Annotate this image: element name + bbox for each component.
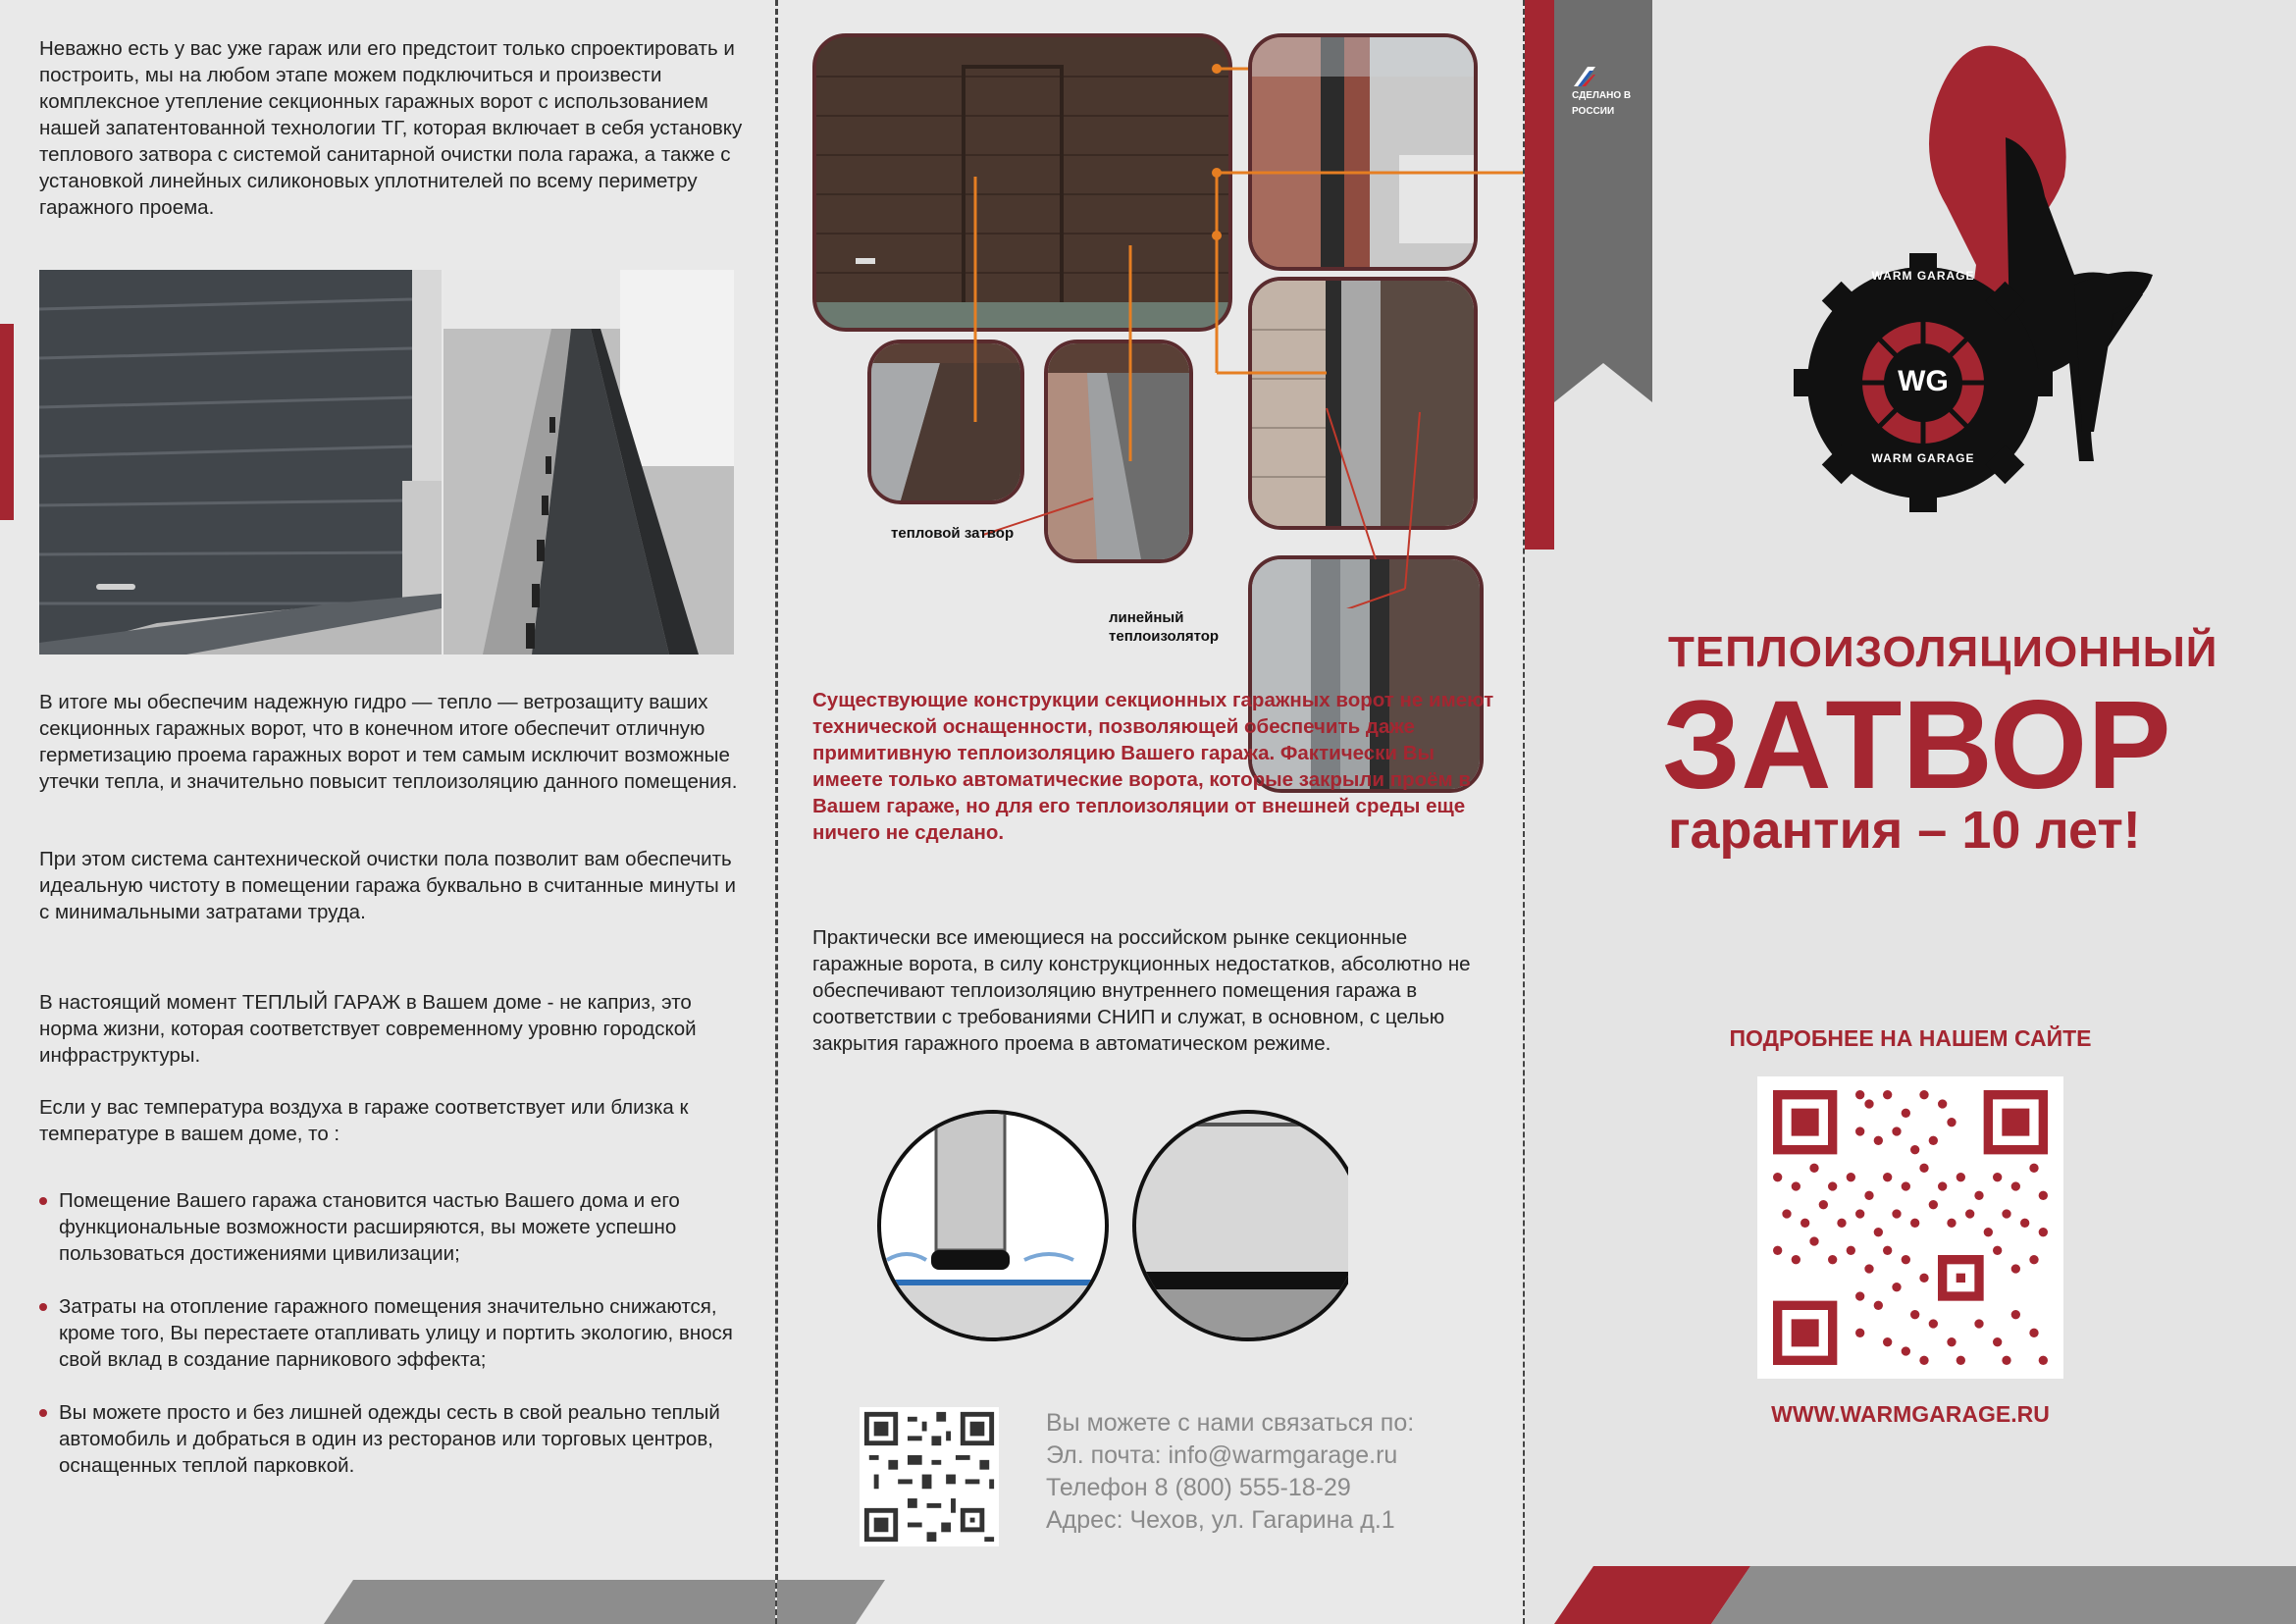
contact-phone[interactable]: Телефон 8 (800) 555-18-29 bbox=[1046, 1474, 1351, 1501]
contact-qr-code[interactable] bbox=[860, 1407, 999, 1546]
contacts-block bbox=[1046, 1407, 1414, 1537]
list-item: Помещение Вашего гаража становится частью Вашего дома и его функциональные возможности расширяются, вы можете успешно пользоваться достижениями цивилизации; bbox=[39, 1187, 746, 1267]
seal-diagram bbox=[877, 1103, 1348, 1348]
made-in-russia-badge bbox=[1572, 63, 1650, 120]
flag-icon bbox=[1572, 63, 1597, 88]
headline-big: ЗАТВОР bbox=[1662, 675, 2171, 815]
paragraph-market: Практически все имеющиеся на российском рынке секционные гаражные ворота, в силу конструкционных недостатков, абсолютно не обеспечивают теплоизоляцию внутреннего помещения гаража в соответствии с требованиями СНИП и служат, в основном, с целью закрытия гаражного проема в автоматическом режиме. bbox=[812, 926, 1471, 1055]
contacts-heading: Вы можете с нами связаться по: bbox=[1046, 1409, 1415, 1437]
list-item: Вы можете просто и без лишней одежды сесть в свой реально теплый автомобиль и добраться в один из ресторанов или торговых центров, оснащенных теплой парковкой. bbox=[39, 1399, 746, 1479]
headline-small: ТЕПЛОИЗОЛЯЦИОННЫЙ bbox=[1668, 628, 2218, 676]
left-panel bbox=[0, 0, 775, 1624]
right-panel bbox=[1525, 0, 2296, 1624]
more-on-site: ПОДРОБНЕЕ НА НАШЕМ САЙТЕ bbox=[1729, 1025, 2092, 1051]
list-item: Затраты на отопление гаражного помещения значительно снижаются, кроме того, Вы перестаете отапливать улицу и портить экологию, внося свой вклад в создание парникового эффекта; bbox=[39, 1293, 746, 1373]
intro-text: Неважно есть у вас уже гараж или его предстоит только спроектировать и построить, мы на любом этапе можем подключиться и произвести комплексное утепление секционных гаражных ворот с использованием нашей запатентованной технологии ТГ, которая включает в себя установку теплового затвора с системой санитарной очистки пола гаража, а также с установкой линейных силиконовых уплотнителей по всему периметру гаражного проема. bbox=[39, 37, 743, 219]
made-in-russia-text: СДЕЛАНО В РОССИИ bbox=[1572, 90, 1632, 117]
logo-ring-text-bottom: WARM GARAGE bbox=[1871, 451, 1975, 465]
paragraph-protection: В итоге мы обеспечим надежную гидро — тепло — ветрозащиту ваших секционных гаражных ворот, что в конечном итоге обеспечит отличную герметизацию проема гаражных ворот и тем самым исключит возможные утечки тепла, и значительно повысит теплоизоляцию данного помещения. bbox=[39, 691, 738, 793]
paragraph-temperature: Если у вас температура воздуха в гараже соответствует или близка к температуре в вашем доме, то : bbox=[39, 1096, 689, 1145]
middle-panel bbox=[777, 0, 1523, 1624]
photo-floor-seal bbox=[444, 270, 734, 655]
logo-initials: WG bbox=[1898, 365, 1949, 397]
guarantee-text: гарантия – 10 лет! bbox=[1668, 801, 2141, 860]
brand-logo bbox=[1780, 20, 2192, 520]
bottom-stripe bbox=[0, 1580, 775, 1624]
contact-address: Адрес: Чехов, ул. Гагарина д.1 bbox=[1046, 1506, 1395, 1534]
paragraph-cleaning: При этом система сантехнической очистки пола позволит вам обеспечить идеальную чистоту в помещении гаража буквально в считанные минуты и с минимальными затратами труда. bbox=[39, 848, 736, 923]
label-thermal-seal: тепловой затвор bbox=[891, 525, 1015, 542]
benefits-list bbox=[39, 1187, 746, 1505]
website-qr-code[interactable] bbox=[1757, 1076, 2063, 1379]
logo-ring-text-top: WARM GARAGE bbox=[1871, 269, 1975, 283]
callout-lines bbox=[777, 0, 1523, 608]
paragraph-warm-garage: В настоящий момент ТЕПЛЫЙ ГАРАЖ в Вашем доме - не каприз, это норма жизни, которая соответствует современному уровню городской инфраструктуры. bbox=[39, 991, 697, 1067]
label-linear-isolator: линейный теплоизолятор bbox=[1109, 609, 1220, 645]
photo-garage-door bbox=[39, 270, 442, 655]
bottom-stripe bbox=[777, 1580, 1523, 1624]
accent-bar bbox=[1525, 0, 1554, 550]
bottom-stripe bbox=[1525, 1566, 2296, 1624]
contact-email[interactable]: Эл. почта: info@warmgarage.ru bbox=[1046, 1441, 1398, 1469]
website-link[interactable]: WWW.WARMGARAGE.RU bbox=[1771, 1401, 2050, 1427]
accent-bar bbox=[0, 324, 14, 520]
red-warning-text: Существующие конструкции секционных гаражных ворот не имеют технической оснащенности, позволяющей обеспечить даже примитивную теплоизоляцию Вашего гаража. Фактически Вы имеете только автоматические ворота, которые закрыли проём в Вашем гараже, но для его теплоизоляции от внешней среды еще ничего не сделано. bbox=[812, 689, 1494, 844]
ribbon bbox=[1554, 0, 1652, 402]
